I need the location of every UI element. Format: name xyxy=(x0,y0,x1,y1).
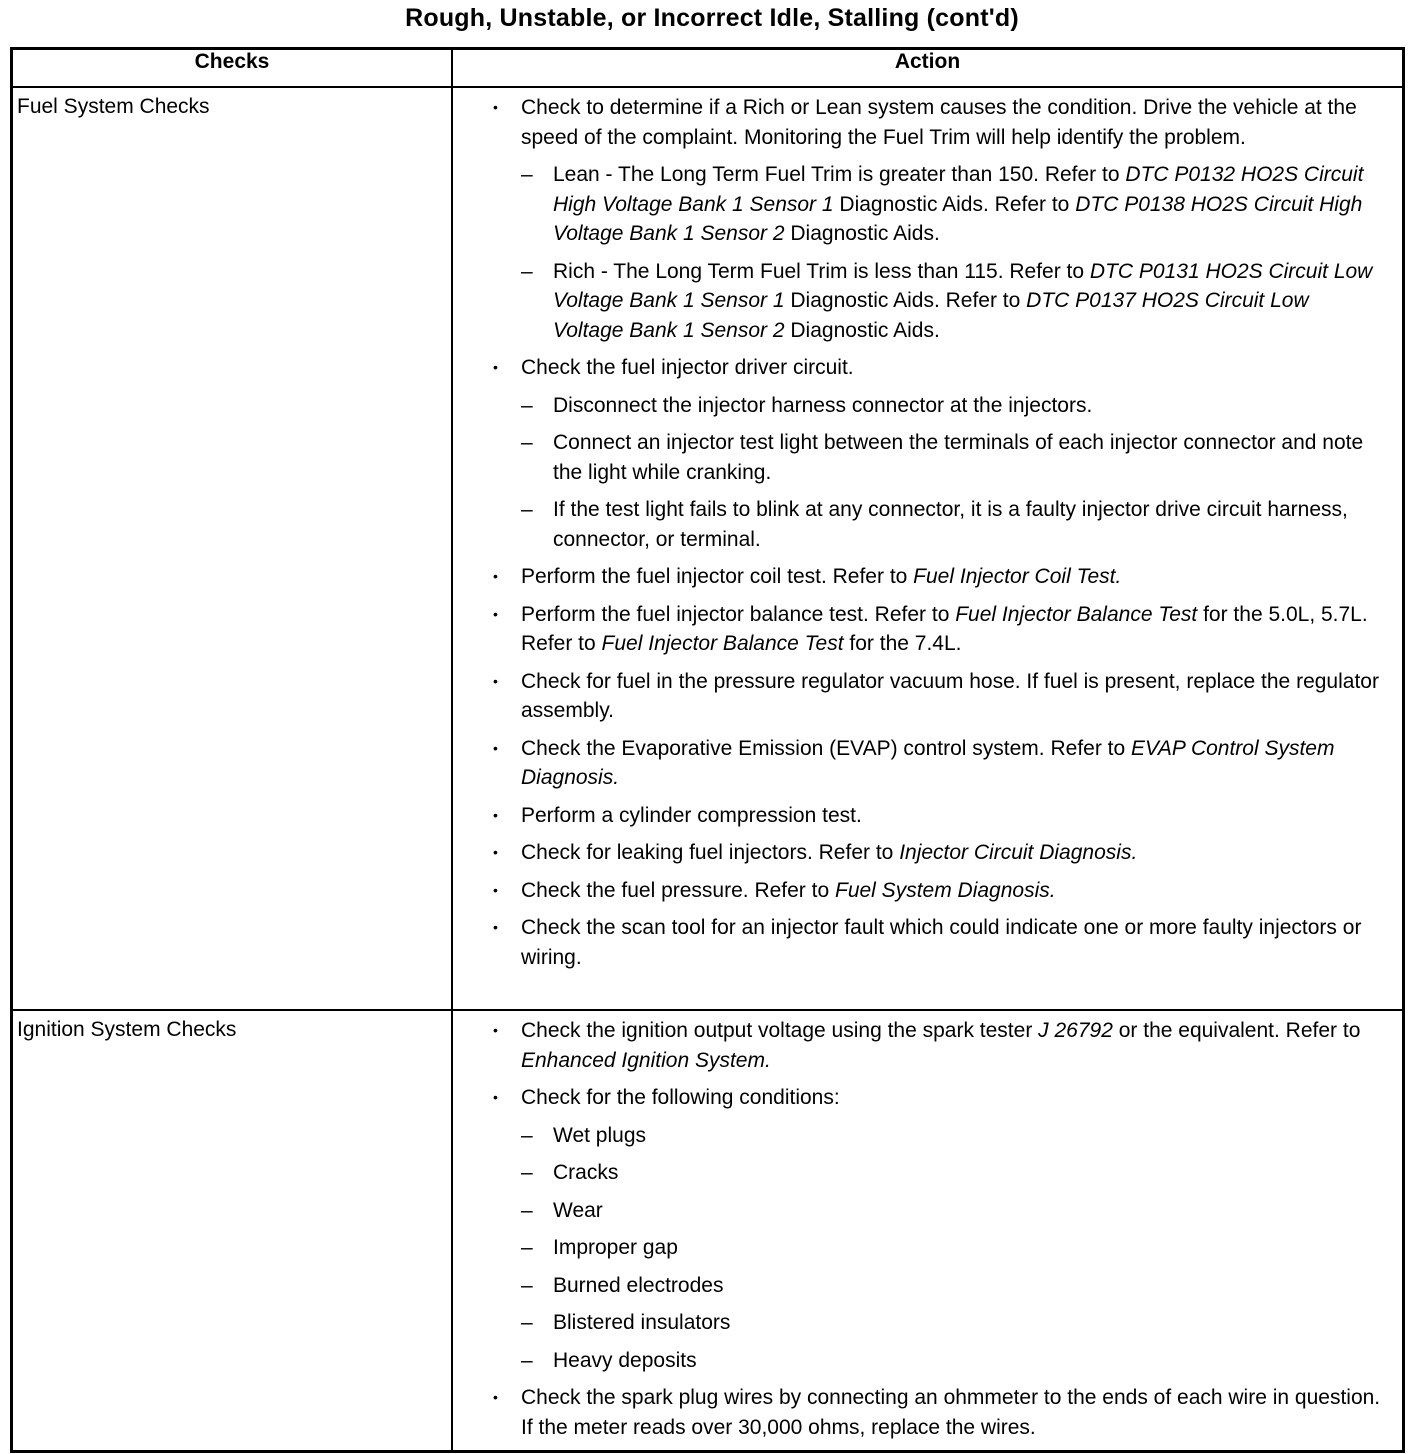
table-row xyxy=(12,1010,1404,1452)
reference-text: DTC P0131 HO2S Circuit Low Voltage Bank 1 Sensor 1 xyxy=(553,259,1373,312)
action-bullet-item xyxy=(453,876,1382,906)
action-text: Check the fuel injector driver circuit. xyxy=(521,356,854,379)
action-cell xyxy=(452,1010,1404,1452)
reference-text: Fuel Injector Balance Test xyxy=(955,602,1198,626)
action-bullet-item xyxy=(453,913,1382,972)
action-text: Blistered insulators xyxy=(553,1311,731,1334)
action-text: Check for the following conditions: xyxy=(521,1086,840,1109)
action-bullet-item xyxy=(453,1016,1382,1075)
action-text: Diagnostic Aids. xyxy=(784,318,940,342)
action-text: Heavy deposits xyxy=(553,1348,697,1372)
reference-text: Fuel Injector Balance Test xyxy=(601,632,844,655)
action-text: If the test light fails to blink at any connector, it is a faulty injector drive circuit harness, connector, or terminal. xyxy=(553,498,1348,551)
action-bullet-item xyxy=(453,600,1382,659)
check-name: Fuel System Checks xyxy=(12,87,453,1010)
page-title: Rough, Unstable, or Incorrect Idle, Stalling (cont'd) xyxy=(405,4,1019,32)
action-bullet-item xyxy=(453,562,1382,592)
action-text: Check the spark plug wires by connecting an ohmmeter to the ends of each wire in question. If the meter reads over 30,000 ohms, replace the wires. xyxy=(521,1386,1381,1439)
reference-text: Enhanced Ignition System. xyxy=(521,1048,771,1072)
reference-text: Fuel System Diagnosis. xyxy=(835,878,1056,902)
action-text: or the equivalent. Refer to xyxy=(1112,1019,1361,1042)
action-bullet-item xyxy=(453,1383,1382,1442)
check-name: Ignition System Checks xyxy=(12,1010,453,1452)
action-text: Disconnect the injector harness connector at the injectors. xyxy=(553,393,1093,417)
action-text: Check for leaking fuel injectors. Refer to xyxy=(521,841,900,864)
action-text: Connect an injector test light between the terminals of each injector connector and note the light while cranking. xyxy=(553,431,1364,484)
action-sub-item xyxy=(453,391,1382,421)
action-sub-item xyxy=(453,1308,1382,1338)
action-bullet-item xyxy=(453,801,1382,831)
reference-text: J 26792 xyxy=(1038,1019,1113,1042)
action-text: Check the scan tool for an injector fault which could indicate one or more faulty injectors or wiring. xyxy=(521,916,1362,969)
diagnostic-table xyxy=(10,47,1405,1453)
action-text: Check the fuel pressure. Refer to xyxy=(521,878,835,902)
action-text: Wet plugs xyxy=(553,1123,646,1147)
table-header-row xyxy=(12,49,1404,88)
action-sub-item xyxy=(453,428,1382,487)
action-sub-item xyxy=(453,1271,1382,1301)
action-bullet-item xyxy=(453,353,1382,383)
action-text: Perform the fuel injector coil test. Refer to xyxy=(521,565,914,588)
header-checks: Checks xyxy=(12,49,453,88)
reference-text: DTC P0138 HO2S Circuit High Voltage Bank 1 Sensor 2 xyxy=(553,192,1363,245)
action-text: Check the Evaporative Emission (EVAP) control system. Refer to xyxy=(521,736,1132,760)
action-text: Check to determine if a Rich or Lean system causes the condition. Drive the vehicle at the speed of the complaint. Monitoring the Fuel Trim will help identify the problem. xyxy=(521,96,1357,149)
action-text: Perform a cylinder compression test. xyxy=(521,803,862,827)
action-sub-item xyxy=(453,160,1382,249)
action-bullet-item xyxy=(453,838,1382,868)
action-text: Check for fuel in the pressure regulator vacuum hose. If fuel is present, replace the regulator assembly. xyxy=(521,669,1379,722)
action-text: Cracks xyxy=(553,1161,619,1184)
action-text: Improper gap xyxy=(553,1236,678,1259)
action-text: Burned electrodes xyxy=(553,1273,724,1297)
action-bullet-item xyxy=(453,1083,1382,1113)
reference-text: EVAP Control System Diagnosis. xyxy=(521,736,1335,789)
action-text: Diagnostic Aids. Refer to xyxy=(784,289,1027,312)
action-text: Wear xyxy=(553,1198,603,1222)
action-text: Lean - The Long Term Fuel Trim is greater than 150. Refer to xyxy=(553,163,1126,186)
action-sub-item xyxy=(453,257,1382,346)
reference-text: Injector Circuit Diagnosis. xyxy=(899,841,1138,864)
action-sub-item xyxy=(453,1346,1382,1376)
header-action: Action xyxy=(452,49,1404,88)
action-sub-item xyxy=(453,1196,1382,1226)
action-bullet-item xyxy=(453,667,1382,726)
action-text: Diagnostic Aids. xyxy=(784,222,940,245)
action-text: Check the ignition output voltage using the spark tester xyxy=(521,1019,1039,1042)
action-cell xyxy=(452,87,1404,1010)
action-sub-item xyxy=(453,1158,1382,1188)
reference-text: DTC P0137 HO2S Circuit Low Voltage Bank 1 Sensor 2 xyxy=(553,289,1309,342)
action-text: Rich - The Long Term Fuel Trim is less than 115. Refer to xyxy=(553,259,1090,283)
table-row xyxy=(12,87,1404,1010)
reference-text: Fuel Injector Coil Test. xyxy=(913,565,1122,588)
action-bullet-item xyxy=(453,93,1382,152)
action-sub-item xyxy=(453,1121,1382,1151)
action-sub-item xyxy=(453,495,1382,554)
action-text: Perform the fuel injector balance test. Refer to xyxy=(521,602,956,626)
action-text: Diagnostic Aids. Refer to xyxy=(833,192,1076,216)
action-text: for the 7.4L. xyxy=(843,632,962,655)
reference-text: DTC P0132 HO2S Circuit High Voltage Bank 1 Sensor 1 xyxy=(553,163,1364,216)
action-sub-item xyxy=(453,1233,1382,1263)
action-text: for the 5.0L, 5.7L. Refer to xyxy=(521,602,1368,655)
action-bullet-item xyxy=(453,734,1382,793)
